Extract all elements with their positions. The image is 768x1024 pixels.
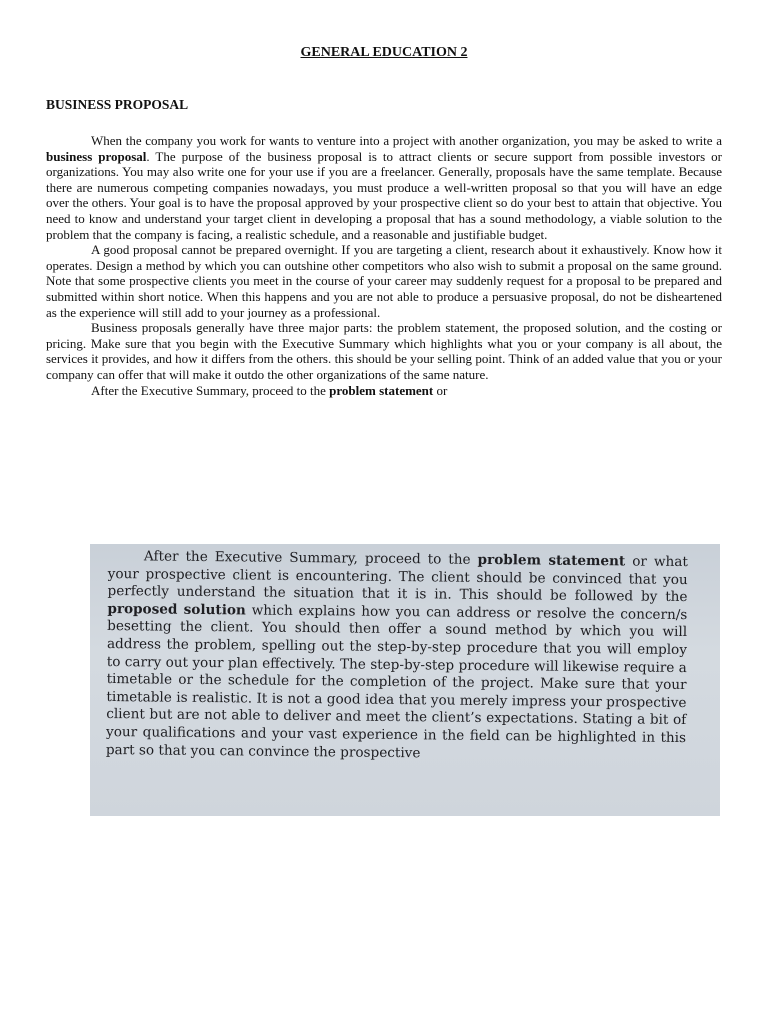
paragraph-2: A good proposal cannot be prepared overnight. If you are targeting a client, research about it exhaustively. Know how it operates. Design a method by which you can outshine other competitors who also wish to submit a proposal on the same ground. Note that some prospective clients you meet in the course of your career may suddenly request for a proposal to be prepared and submitted within short notice. When this happens and you are not able to produce a persuasive proposal, do not be disheartened as the experience will still add to your journey as a professional. xyxy=(46,242,722,320)
photo-text-c: or what your prospective client is encountering. The client should be convinced that you perfectly understand the situation that it is in. This should be followed by the xyxy=(107,553,688,606)
section-title: BUSINESS PROPOSAL xyxy=(46,97,189,112)
photo-paragraph xyxy=(106,548,688,765)
p1-text-a: When the company you work for wants to venture into a project with another organization, you may be asked to write a xyxy=(91,133,722,148)
photo-text-e: which explains how you can address or resolve the concern/s besetting the client. You should then offer a sound method by which you will address the problem, spelling out the step-by-step procedure that you will employ to carry out your plan effectively. The step-by-step procedure will likewise require a timetable or the schedule for the completion of the project. Make sure that your timetable is realistic. It is not a good idea that you merely impress your prospective client but are not able to deliver and meet the client’s expectations. Stating a bit of your qualifications and your vast experience in the field can be highlighted in this part so that you can convince the prospective xyxy=(105,602,688,761)
paragraph-4 xyxy=(46,383,722,399)
p1-bold-term: business proposal xyxy=(46,148,147,164)
photo-bold-solution: proposed solution xyxy=(107,600,246,619)
photo-bold-problem: problem statement xyxy=(477,551,626,570)
body-text xyxy=(46,133,722,398)
paragraph-3: Business proposals generally have three major parts: the problem statement, the proposed solution, and the costing or pricing. Make sure that you begin with the Executive Summary which highlights what you or your company is all about, the services it provides, and how it differs from the others. this should be your selling point. Think of an added value that you or your company can offer that will make it outdo the other organizations of the same nature. xyxy=(46,320,722,382)
photo-text xyxy=(106,548,688,765)
p4-text-c: or xyxy=(433,382,448,398)
paragraph-1 xyxy=(46,133,722,242)
p4-bold-term: problem statement xyxy=(329,382,434,398)
p4-text-a: After the Executive Summary, proceed to the xyxy=(91,382,330,398)
page-title: GENERAL EDUCATION 2 xyxy=(300,45,468,60)
p1-text-c: . The purpose of the business proposal is to attract clients or secure support from possible investors or organizations. You may also write one for your use if you are a freelancer. Generally, proposals have the same template. Because there are numerous competing companies nowadays, you must produce a well-written proposal so that you will have an edge over the others. Your goal is to have the proposal approved by your prospective client so do your best to attain that objective. You need to know and understand your target client in developing a proposal that has a sound methodology, a viable solution to the problem that the company is facing, a realistic schedule, and a reasonable and justifiable budget. xyxy=(46,148,722,242)
book-page-photo xyxy=(90,544,720,816)
photo-text-a: After the Executive Summary, proceed to the xyxy=(143,548,478,568)
